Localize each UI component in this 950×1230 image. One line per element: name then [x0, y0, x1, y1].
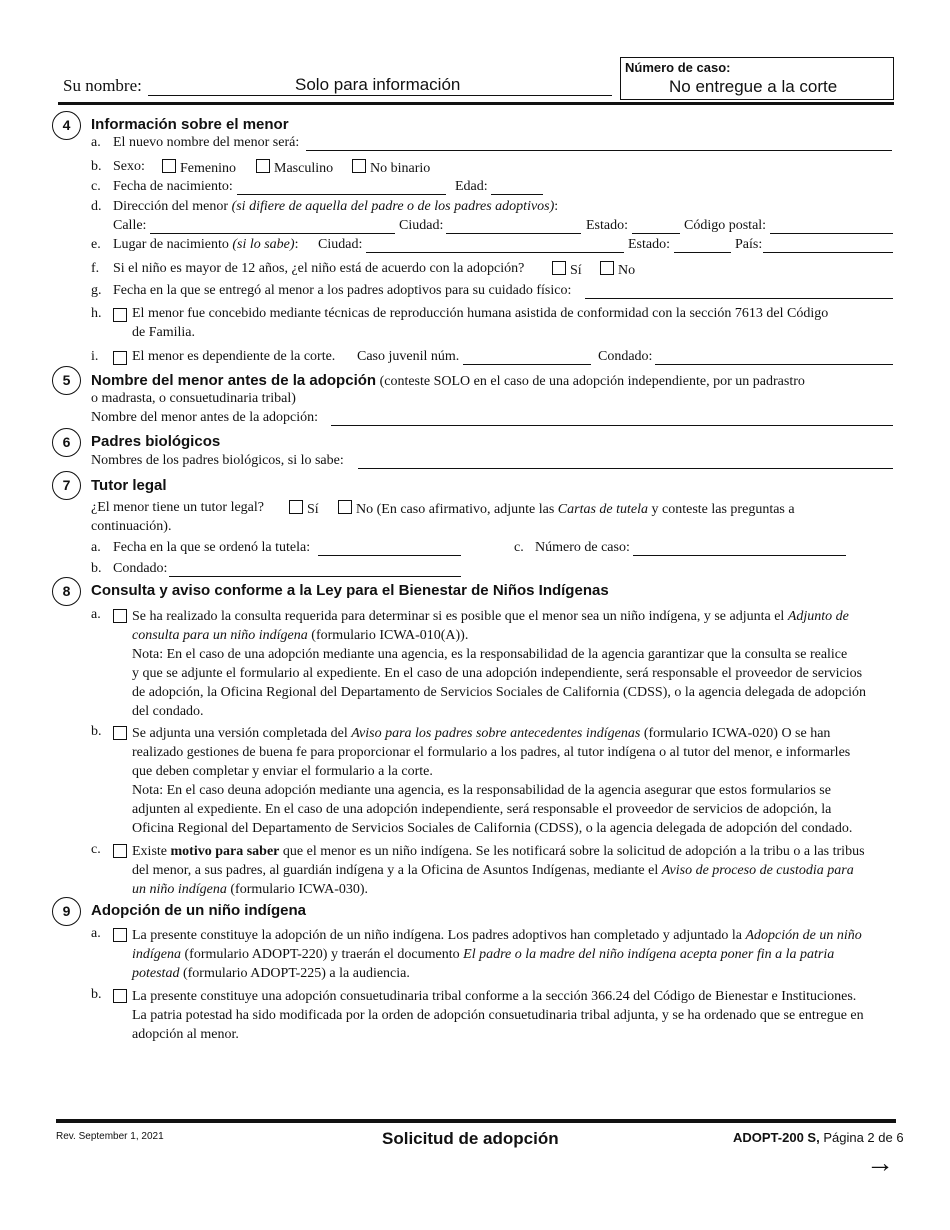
s9a-t2em2: El padre o la madre del niño indígena acepta poner fin a la patria	[463, 947, 835, 962]
s4c-label: Fecha de nacimiento:	[113, 179, 233, 194]
inquiry-checkbox[interactable]	[113, 609, 127, 623]
s4c-letter: c.	[91, 179, 101, 194]
state-field[interactable]	[632, 219, 680, 234]
checkbox[interactable]	[289, 500, 303, 514]
option-label: Masculino	[274, 161, 334, 176]
s8a-t2: (formulario ICWA-010(A)).	[311, 628, 469, 643]
s8b-t3: que deben completar y enviar el formulario a la corte.	[132, 764, 433, 779]
s4h-text-2: de Familia.	[132, 325, 195, 340]
option-label: No	[618, 263, 636, 278]
s7-no-post: y conteste las preguntas a	[651, 502, 795, 517]
zip-field[interactable]	[770, 219, 893, 234]
section-9-number: 9	[52, 897, 81, 926]
birth-parents-field[interactable]	[358, 454, 893, 469]
s8b-t2: realizado gestiones de buena fe para proporcionar el formulario a los padres, al tutor indígena o al tutor del menor, e informarles	[132, 745, 851, 760]
street-label: Calle:	[113, 218, 147, 233]
s8c-t3: (formulario ICWA-030).	[230, 882, 369, 897]
s4e-note: (si lo sabe)	[232, 237, 295, 252]
s7c-letter: c.	[514, 540, 524, 555]
s4e-label	[113, 237, 298, 253]
s7a-letter: a.	[91, 540, 101, 555]
s9a-t2: (formulario ADOPT-220) y traerán el documento	[184, 947, 460, 962]
checkbox[interactable]	[162, 159, 176, 173]
sex-female-option[interactable]	[162, 159, 236, 177]
s5-note-2: o madrasta, o consuetudinaria tribal)	[91, 391, 296, 406]
s8c-t2em: Aviso de proceso de custodia para	[661, 863, 854, 878]
section-5-number: 5	[52, 366, 81, 395]
s8c-text	[132, 842, 897, 899]
s8b-n1: Nota: En el caso deuna adopción mediante una agencia, es la responsabilidad de la agencia asegurar que estos formularios se	[132, 783, 831, 798]
checkbox[interactable]	[552, 261, 566, 275]
s9b-t2: La patria potestad ha sido modificada por la orden de adopción consuetudinaria tribal adjunta, y se ha ordenado que se entregue en	[132, 1008, 864, 1023]
case-number-box[interactable]	[620, 57, 894, 100]
indian-adoption-checkbox[interactable]	[113, 928, 127, 942]
birth-city-field[interactable]	[366, 238, 624, 253]
s4f-letter: f.	[91, 261, 100, 276]
birth-state-field[interactable]	[674, 238, 731, 253]
s8c-t3em: un niño indígena	[132, 882, 227, 897]
form-id: ADOPT-200 S,	[733, 1130, 820, 1145]
s4d-letter: d.	[91, 199, 102, 214]
option-label: No (En caso afirmativo, adjunte las	[356, 502, 555, 517]
s8b-text	[132, 724, 897, 838]
s5-note-1: (conteste SOLO en el caso de una adopción independiente, por un padrastro	[379, 374, 805, 389]
county-field[interactable]	[655, 350, 893, 365]
section-4-number: 4	[52, 111, 81, 140]
s8a-n4: del condado.	[132, 704, 204, 719]
s4h-letter: h.	[91, 306, 102, 321]
s8c-t2a: del menor, a sus padres, al guardián indígena y a la Oficina de Asuntos Indígenas, mediante el	[132, 863, 659, 878]
birth-city-label: Ciudad:	[318, 237, 363, 252]
option-label: Sí	[570, 263, 582, 278]
s9a-t2em: indígena	[132, 947, 181, 962]
s4a-label: El nuevo nombre del menor será:	[113, 135, 300, 150]
juvenile-case-label: Caso juvenil núm.	[357, 349, 460, 364]
age-field[interactable]	[491, 180, 543, 195]
s8a-n1: Nota: En el caso de una adopción mediante una agencia, es la responsabilidad de la agencia garantizar que la consulta se realice	[132, 647, 848, 662]
s9a-t1: La presente constituye la adopción de un niño indígena. Los padres adoptivos han completado y adjuntado la	[132, 928, 742, 943]
guardianship-date-field[interactable]	[318, 541, 461, 556]
s8c-t1a: Existe	[132, 844, 167, 859]
s8c-letter: c.	[91, 842, 101, 857]
juvenile-case-field[interactable]	[463, 350, 591, 365]
s4b-letter: b.	[91, 159, 102, 174]
s4e-letter: e.	[91, 237, 101, 252]
zip-label: Código postal:	[684, 218, 767, 233]
assisted-reproduction-checkbox[interactable]	[113, 308, 127, 322]
name-label: Su nombre:	[63, 76, 142, 95]
s4h-text-1: El menor fue concebido mediante técnicas de reproducción humana asistida de conformidad con la sección 7613 del Código	[132, 306, 829, 321]
state-label: Estado:	[586, 218, 628, 233]
new-name-field[interactable]	[306, 136, 892, 151]
s8a-n3: de adopción, la Oficina Regional del Departamento de Servicios Sociales de California (CDSS), o la agencia delegada de adopción	[132, 685, 866, 700]
s4g-letter: g.	[91, 283, 102, 298]
s4i-label: El menor es dependiente de la corte.	[132, 349, 336, 364]
section-8-title: Consulta y aviso conforme a la Ley para el Bienestar de Niños Indígenas	[91, 582, 609, 599]
s8c-t1bold: motivo para saber	[170, 844, 280, 859]
s8a-t2em: consulta para un niño indígena	[132, 628, 308, 643]
section-9-title: Adopción de un niño indígena	[91, 902, 306, 919]
checkbox[interactable]	[352, 159, 366, 173]
s7b-label: Condado:	[113, 561, 168, 576]
section-7-number: 7	[52, 471, 81, 500]
s5-label: Nombre del menor antes de la adopción:	[91, 410, 319, 425]
guardian-yes-option[interactable]	[289, 500, 319, 518]
s4d-label-text: Dirección del menor	[113, 199, 229, 214]
s4a-letter: a.	[91, 135, 101, 150]
court-dependent-checkbox[interactable]	[113, 351, 127, 365]
s7-question-2: continuación).	[91, 519, 172, 534]
form-title: Solicitud de adopción	[382, 1129, 559, 1148]
name-value: Solo para información	[295, 75, 461, 94]
s4i-letter: i.	[91, 349, 99, 364]
s8a-t1: Se ha realizado la consulta requerida para determinar si es posible que el menor sea un niño indígena, y se adjunta el	[132, 609, 785, 624]
s8a-text	[132, 607, 897, 721]
s9a-letter: a.	[91, 926, 101, 941]
birth-state-label: Estado:	[628, 237, 670, 252]
s7c-label: Número de caso:	[535, 540, 630, 555]
reason-to-know-checkbox[interactable]	[113, 844, 127, 858]
sex-nonbinary-option[interactable]	[352, 159, 430, 177]
sex-male-option[interactable]	[256, 159, 333, 177]
section-6-number: 6	[52, 428, 81, 457]
s8b-t1em: Aviso para los padres sobre antecedentes indígenas	[351, 726, 641, 741]
country-field[interactable]	[763, 238, 893, 253]
s9a-t3em: potestad	[132, 966, 180, 981]
s9b-t3: adopción al menor.	[132, 1027, 239, 1042]
age-label: Edad:	[455, 179, 488, 194]
checkbox[interactable]	[256, 159, 270, 173]
s7-question: ¿El menor tiene un tutor legal?	[91, 500, 264, 515]
s8b-t1b: (formulario ICWA-020) O se han	[643, 726, 831, 741]
revision-date: Rev. September 1, 2021	[56, 1131, 164, 1142]
checkbox[interactable]	[600, 261, 614, 275]
checkbox[interactable]	[338, 500, 352, 514]
tribal-customary-checkbox[interactable]	[113, 989, 127, 1003]
street-field[interactable]	[150, 219, 395, 234]
s8b-t1: Se adjunta una versión completada del	[132, 726, 348, 741]
s9a-t1em: Adopción de un niño	[745, 928, 862, 943]
section-7-title: Tutor legal	[91, 477, 167, 494]
prior-name-field[interactable]	[331, 411, 893, 426]
s4d-label	[113, 199, 558, 215]
section-8-number: 8	[52, 577, 81, 606]
footer-rule	[56, 1119, 896, 1123]
s9b-letter: b.	[91, 987, 102, 1002]
consent-yes-option[interactable]	[552, 261, 582, 279]
s4d-note: (si difiere de aquella del padre o de los padres adoptivos)	[231, 199, 555, 214]
consent-no-option[interactable]	[600, 261, 635, 279]
option-label: Femenino	[180, 161, 236, 176]
s7-letters-title: Cartas de tutela	[557, 502, 649, 517]
s6-label: Nombres de los padres biológicos, si lo sabe:	[91, 453, 344, 468]
section-4-title: Información sobre el menor	[91, 116, 289, 133]
s9b-text	[132, 987, 897, 1044]
case-number-label: Número de caso:	[625, 60, 731, 75]
s9a-t3: (formulario ADOPT-225) a la audiencia.	[182, 966, 410, 981]
s8a-letter: a.	[91, 607, 101, 622]
page-info	[733, 1130, 904, 1145]
section-6-title: Padres biológicos	[91, 433, 221, 450]
s4d-colon: :	[554, 199, 559, 214]
s4b-label: Sexo:	[113, 159, 145, 174]
guardian-no-option[interactable]	[338, 500, 795, 518]
s8a-n2: y que se adjunte el formulario al expediente. En el caso de una adopción independiente, será responsable el proveedor de servicios	[132, 666, 863, 681]
next-page-arrow-icon[interactable]: →	[866, 1147, 894, 1178]
city-label: Ciudad:	[399, 218, 444, 233]
county-label: Condado:	[598, 349, 653, 364]
s8b-letter: b.	[91, 724, 102, 739]
notice-checkbox[interactable]	[113, 726, 127, 740]
custody-date-field[interactable]	[585, 284, 893, 299]
country-label: País:	[735, 237, 763, 252]
guardian-county-field[interactable]	[169, 562, 461, 577]
s8b-n3: Oficina Regional del Departamento de Servicios Sociales de California (CDSS), o la agencia delegada de adopción del condado.	[132, 821, 853, 836]
page-number: Página 2 de 6	[823, 1130, 904, 1145]
city-field[interactable]	[446, 219, 581, 234]
s8b-n2: adjunten al expediente. En el caso de una adopción independiente, será responsable el proveedor de servicios de adopción, la	[132, 802, 832, 817]
s4g-label: Fecha en la que se entregó al menor a los padres adoptivos para su cuidado físico:	[113, 283, 572, 298]
s8a-t1em: Adjunto de	[787, 609, 849, 624]
s9a-text	[132, 926, 897, 983]
case-number-value: No entregue a la corte	[669, 77, 838, 96]
guardian-case-field[interactable]	[633, 541, 846, 556]
option-label: Sí	[307, 502, 319, 517]
s4e-colon: :	[294, 237, 299, 252]
s7b-letter: b.	[91, 561, 102, 576]
section-5-title: Nombre del menor antes de la adopción	[91, 372, 377, 389]
birthdate-field[interactable]	[237, 180, 446, 195]
s9b-t1: La presente constituye una adopción consuetudinaria tribal conforme a la sección 366.24 del Código de Bienestar e Instituciones.	[132, 989, 857, 1004]
s5-heading	[91, 372, 805, 390]
option-label: No binario	[370, 161, 431, 176]
s8c-t1b: que el menor es un niño indígena. Se les notificará sobre la solicitud de adopción a la tribu o a las tribus	[282, 844, 865, 859]
s7a-label: Fecha en la que se ordenó la tutela:	[113, 540, 311, 555]
s4f-label: Si el niño es mayor de 12 años, ¿el niño está de acuerdo con la adopción?	[113, 261, 525, 276]
header-rule	[58, 102, 894, 105]
s4e-label-text: Lugar de nacimiento	[113, 237, 229, 252]
